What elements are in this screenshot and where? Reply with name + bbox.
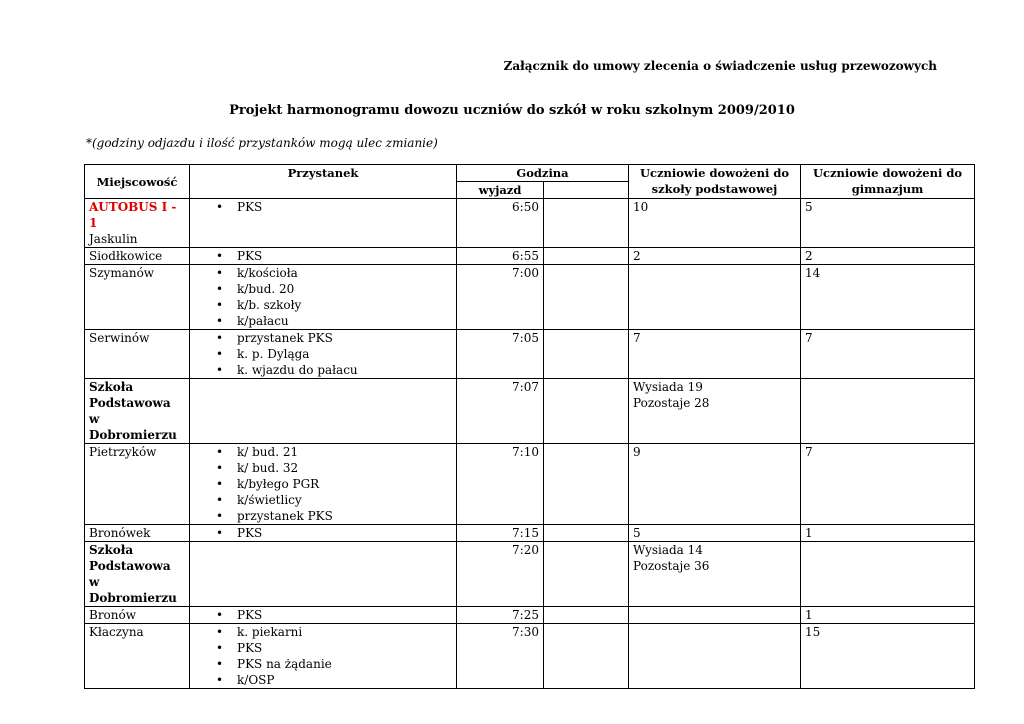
school-name-line: w Dobromierzu [89,412,177,442]
table-row [85,542,975,607]
cell-place [85,607,190,624]
cell-stops [190,248,457,265]
cell-departure-time: 7:30 [457,624,544,689]
table-header [85,165,975,199]
stop-item: • k/b. szkoły [194,297,452,313]
stop-item: • k/byłego PGR [194,476,452,492]
cell-time-empty [544,330,629,379]
cell-time-empty [544,607,629,624]
primary-students-value: 9 [633,445,641,459]
cell-time-empty [544,379,629,444]
table-row [85,624,975,689]
cell-place [85,444,190,525]
cell-place [85,330,190,379]
schedule-table [84,164,975,689]
table-row [85,330,975,379]
cell-place [85,525,190,542]
stop-item: • przystanek PKS [194,330,452,346]
cell-gym-students: 1 [801,607,975,624]
cell-departure-time: 7:15 [457,525,544,542]
primary-students-value: 2 [633,249,641,263]
stop-item: • k/świetlicy [194,492,452,508]
stop-item: • k. wjazdu do pałacu [194,362,452,378]
cell-departure-time: 7:20 [457,542,544,607]
cell-primary-students [629,607,801,624]
cell-primary-students [629,330,801,379]
cell-stops [190,379,457,444]
col-header-stop: Przystanek [190,165,457,199]
cell-gym-students: 2 [801,248,975,265]
school-name-line: Podstawowa [89,559,171,573]
stop-item: • k/bud. 20 [194,281,452,297]
cell-time-empty [544,199,629,248]
document-title: Projekt harmonogramu dowozu uczniów do szkół w roku szkolnym 2009/2010 [229,103,795,118]
cell-gym-students: 1 [801,525,975,542]
primary-students-value: 5 [633,526,641,540]
stop-list [194,624,452,688]
col-header-place: Miejscowość [85,165,190,199]
stop-list [194,607,452,623]
table-row [85,199,975,248]
place-name: Jaskulin [89,232,138,246]
stop-item: • k/OSP [194,672,452,688]
cell-stops [190,265,457,330]
stop-item: • PKS [194,248,452,264]
table-row [85,525,975,542]
cell-primary-students [629,248,801,265]
cell-place [85,265,190,330]
stop-item: • PKS [194,640,452,656]
place-name: Pietrzyków [89,445,157,459]
col-header-primary-line1: Uczniowie dowożeni do [639,166,790,180]
cell-primary-students [629,199,801,248]
cell-primary-students [629,525,801,542]
table-row [85,248,975,265]
cell-departure-time: 7:25 [457,607,544,624]
cell-primary-students [629,265,801,330]
bus-label: AUTOBUS I - 1 [89,200,177,230]
cell-gym-students: 7 [801,330,975,379]
stop-item: • k/kościoła [194,265,452,281]
table-row [85,379,975,444]
table-body [85,199,975,689]
col-header-time: Godzina [457,165,629,182]
table-row [85,444,975,525]
stop-item: • PKS [194,199,452,215]
cell-gym-students [801,379,975,444]
cell-place [85,542,190,607]
cell-stops [190,199,457,248]
stop-item: • PKS na żądanie [194,656,452,672]
cell-time-empty [544,248,629,265]
school-name-line: Szkoła [89,380,134,394]
cell-place [85,379,190,444]
cell-departure-time: 6:50 [457,199,544,248]
col-header-primary [629,165,801,199]
place-name: Siodłkowice [89,249,163,263]
cell-time-empty [544,624,629,689]
col-header-gym-line1: Uczniowie dowożeni do [812,166,963,180]
cell-primary-students [629,624,801,689]
stop-item: • k/ bud. 32 [194,460,452,476]
cell-gym-students: 14 [801,265,975,330]
place-name: Bronówek [89,526,151,540]
table-row [85,607,975,624]
cell-gym-students: 15 [801,624,975,689]
primary-students-value: Pozostaje 36 [633,559,710,573]
primary-students-value: Pozostaje 28 [633,396,710,410]
place-name: Bronów [89,608,137,622]
cell-departure-time: 7:10 [457,444,544,525]
cell-place [85,248,190,265]
annex-heading: Załącznik do umowy zlecenia o świadczenie usług przewozowych [503,59,937,73]
cell-departure-time: 7:05 [457,330,544,379]
stop-list [194,444,452,524]
place-name: Serwinów [89,331,150,345]
primary-students-value: 10 [633,200,649,214]
cell-gym-students: 5 [801,199,975,248]
cell-gym-students [801,542,975,607]
cell-primary-students [629,542,801,607]
cell-stops [190,444,457,525]
primary-students-value: Wysiada 19 [633,380,703,394]
cell-stops [190,542,457,607]
stop-list [194,330,452,378]
col-header-empty [544,182,629,199]
table-row [85,265,975,330]
col-header-departure: wyjazd [457,182,544,199]
col-header-gym-line2: gimnazjum [851,182,924,196]
cell-departure-time: 7:00 [457,265,544,330]
cell-gym-students: 7 [801,444,975,525]
place-name: Szymanów [89,266,155,280]
stop-item: • k/pałacu [194,313,452,329]
school-name-line: w Dobromierzu [89,575,177,605]
cell-departure-time: 6:55 [457,248,544,265]
stop-item: • k/ bud. 21 [194,444,452,460]
stop-list [194,248,452,264]
cell-primary-students [629,379,801,444]
stop-list [194,525,452,541]
stop-item: • PKS [194,525,452,541]
primary-students-value: 7 [633,331,641,345]
cell-place [85,624,190,689]
col-header-gym [801,165,975,199]
cell-time-empty [544,542,629,607]
col-header-primary-line2: szkoły podstawowej [651,182,778,196]
cell-place [85,199,190,248]
cell-primary-students [629,444,801,525]
school-name-line: Szkoła [89,543,134,557]
cell-time-empty [544,525,629,542]
place-name: Kłaczyna [89,625,144,639]
stop-list [194,199,452,215]
cell-time-empty [544,444,629,525]
stop-item: • przystanek PKS [194,508,452,524]
school-name-line: Podstawowa [89,396,171,410]
stop-item: • k. piekarni [194,624,452,640]
cell-stops [190,525,457,542]
cell-stops [190,624,457,689]
cell-stops [190,607,457,624]
schedule-note: *(godziny odjazdu i ilość przystanków mogą ulec zmianie) [86,136,438,150]
cell-time-empty [544,265,629,330]
cell-stops [190,330,457,379]
cell-departure-time: 7:07 [457,379,544,444]
stop-item: • k. p. Dyląga [194,346,452,362]
primary-students-value: Wysiada 14 [633,543,703,557]
stop-list [194,265,452,329]
stop-item: • PKS [194,607,452,623]
